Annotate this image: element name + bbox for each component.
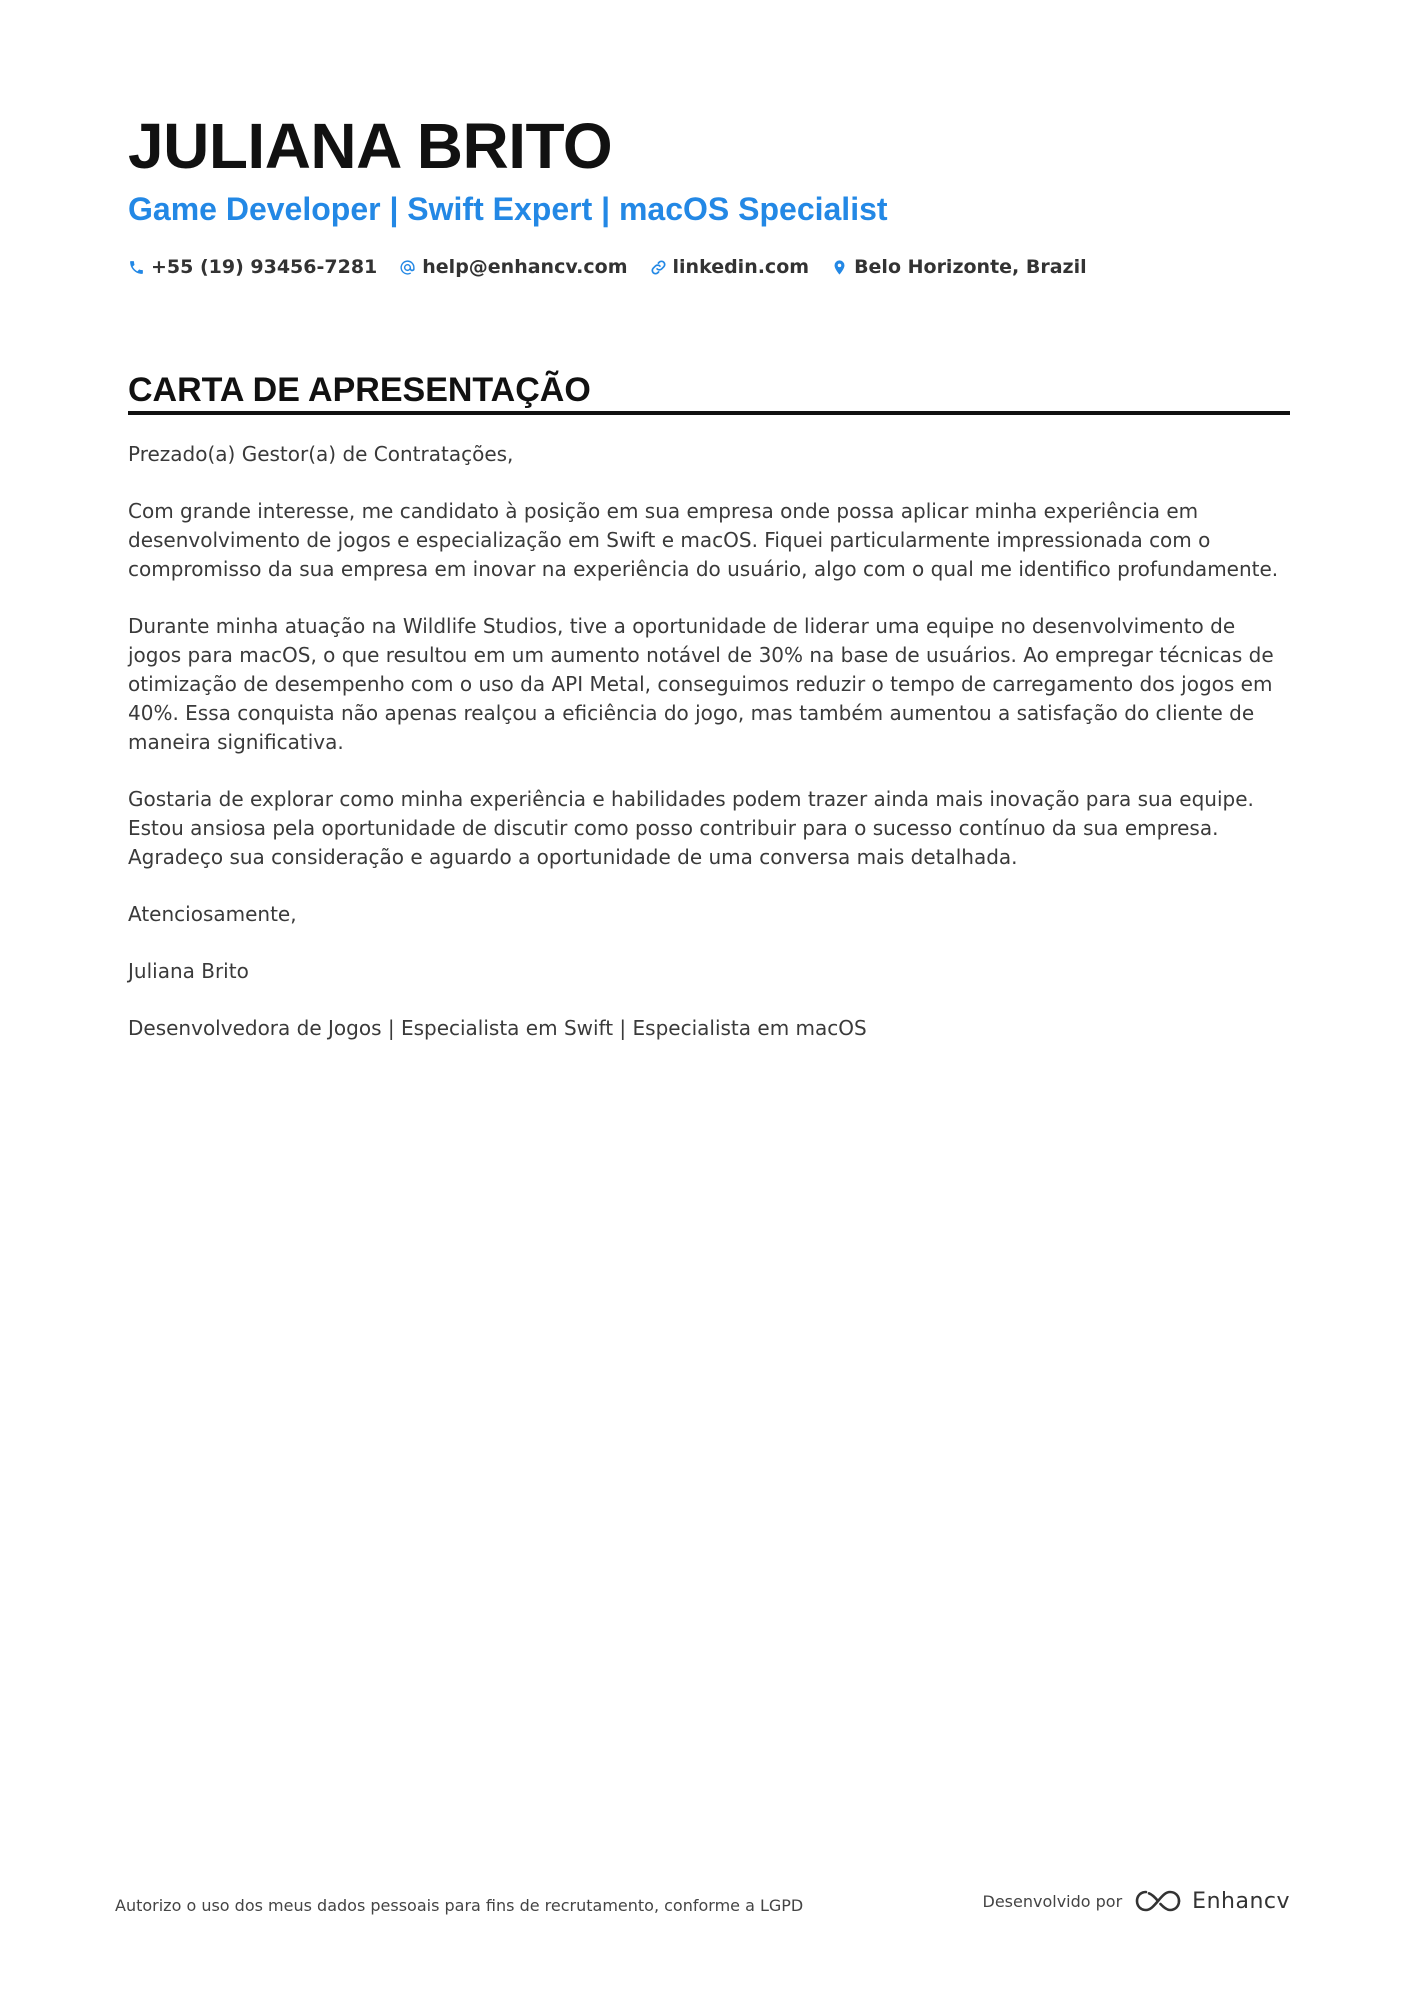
infinity-logo-icon [1134,1888,1182,1914]
letter-greeting: Prezado(a) Gestor(a) de Contratações, [128,442,514,466]
location-pin-icon [831,259,848,276]
letter-signature-title: Desenvolvedora de Jogos | Especialista em Swift | Especialista em macOS [128,1016,867,1040]
contact-info [128,252,1087,282]
letter-paragraph: Com grande interesse, me candidato à posição em sua empresa onde possa aplicar minha experiência em desenvolvimento de jogos e especialização em Swift e macOS. Fiquei particularmente impressionada com o compromisso da sua empresa em inovar na experiência do usuário, algo com o qual me identifico profundamente. [128,499,1279,581]
section-divider [128,411,1290,415]
contact-email[interactable] [399,252,627,282]
letter-paragraph: Gostaria de explorar como minha experiência e habilidades podem trazer ainda mais inovação para sua equipe. Estou ansiosa pela oportunidade de discutir como posso contribuir para o sucesso contínuo da sua empresa. Agradeço sua consideração e aguardo a oportunidade de uma conversa mais detalhada. [128,787,1254,869]
powered-by [983,1888,1290,1914]
powered-by-label: Desenvolvido por [982,1891,1123,1911]
section-title: CARTA DE APRESENTAÇÃO [128,371,591,409]
brand-name: Enhancv [1192,1888,1290,1914]
link-icon [650,259,667,276]
phone-icon [128,259,145,276]
contact-linkedin[interactable] [650,252,810,282]
letter-paragraph: Durante minha atuação na Wildlife Studios, tive a oportunidade de liderar uma equipe no desenvolvimento de jogos para macOS, o que resultou em um aumento notável de 30% na base de usuários. Ao empregar técnicas de otimização de desempenho com o uso da API Metal, conseguimos reduzir o tempo de carregamento dos jogos em 40%. Essa conquista não apenas realçou a eficiência do jogo, mas também aumentou a satisfação do cliente de maneira significativa. [128,614,1274,754]
location-text: Belo Horizonte, Brazil [854,256,1087,278]
candidate-headline: Game Developer | Swift Expert | macOS Specialist [128,191,888,227]
letter-signature: Juliana Brito [128,959,249,983]
candidate-name: JULIANA BRITO [128,110,613,182]
letter-body [128,440,1290,1071]
phone-number: +55 (19) 93456-7281 [151,256,378,278]
letter-closing: Atenciosamente, [128,902,297,926]
enhancv-logo[interactable] [1134,1888,1290,1914]
email-address: help@enhancv.com [422,256,628,278]
linkedin-url: linkedin.com [672,256,810,278]
contact-location [831,252,1087,282]
at-icon [399,259,416,276]
consent-note: Autorizo o uso dos meus dados pessoais para fins de recrutamento, conforme a LGPD [115,1896,804,1915]
contact-phone[interactable] [128,252,377,282]
